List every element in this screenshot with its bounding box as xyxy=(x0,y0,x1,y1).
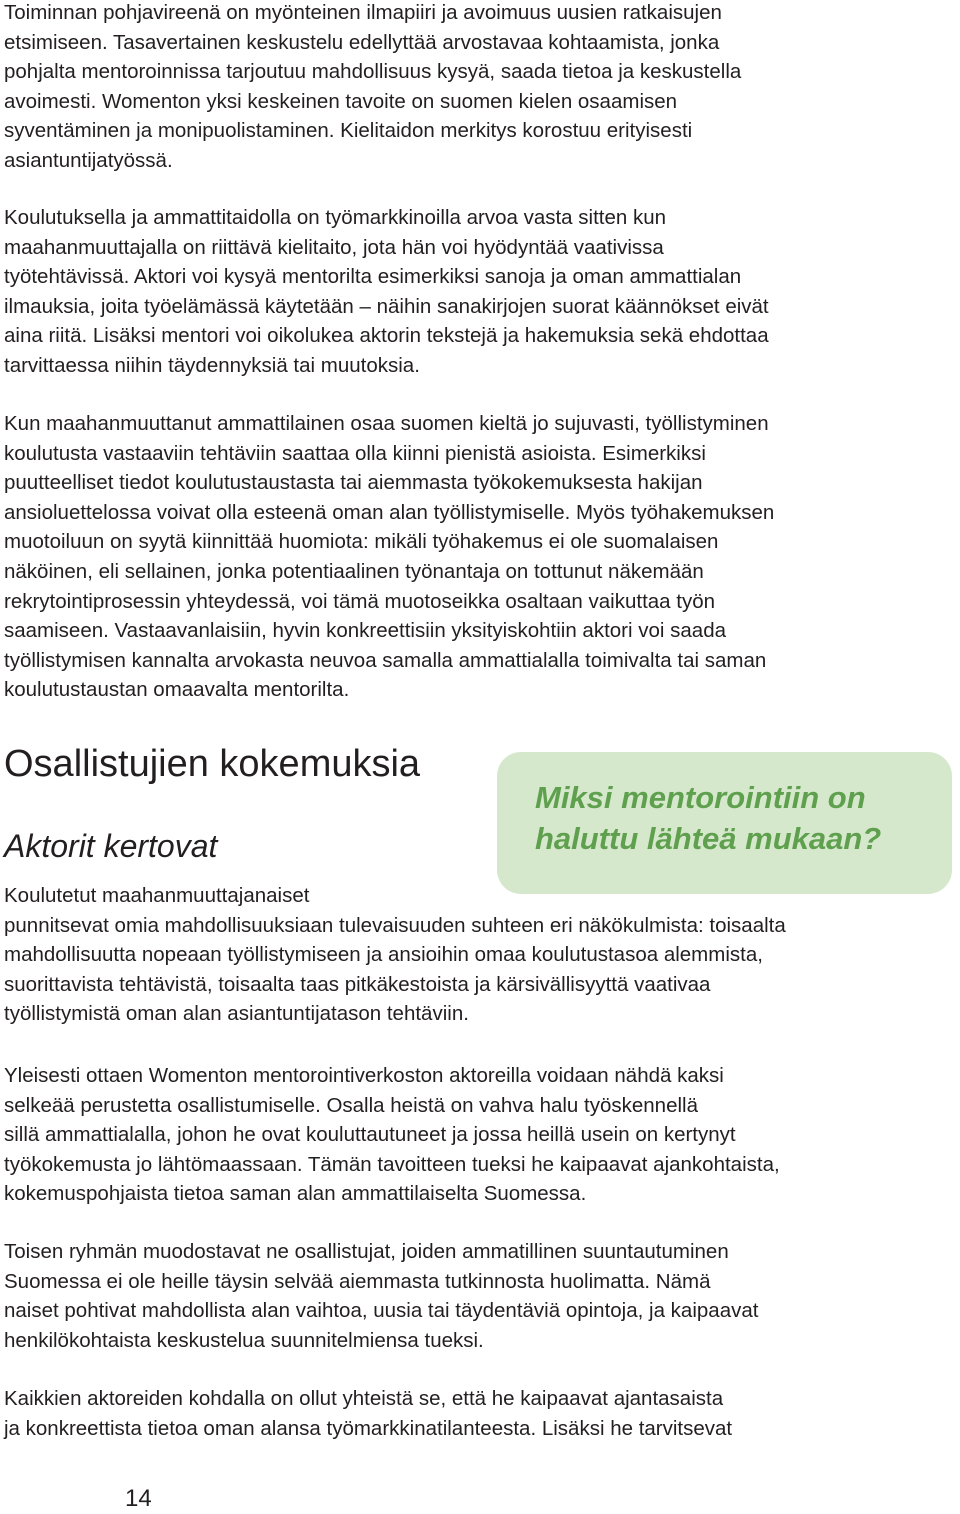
text-line: Koulutetut maahanmuuttajanaiset xyxy=(4,884,310,907)
text-line: suorittavista tehtävistä, toisaalta taas pitkäkestoista ja kärsivällisyyttä vaativaa xyxy=(4,972,711,996)
text-line: ja konkreettista tietoa oman alansa työmarkkinatilanteesta. Lisäksi he tarvitsevat xyxy=(4,1416,733,1440)
text-line: maahanmuuttajalla on riittävä kielitaito, jota hän voi hyödyntää vaativissa xyxy=(4,235,664,259)
text-line: rekrytointiprosessin yhteydessä, voi tämä muotoseikka osaltaan vaikuttaa työn xyxy=(4,589,716,613)
text-line: selkeää perustetta osallistumiselle. Osalla heistä on vahva halu työskennellä xyxy=(4,1093,698,1117)
text-line: sillä ammattialalla, johon he ovat kouluttautuneet ja jossa heillä usein on kertynyt xyxy=(4,1123,736,1147)
text-line: Toisen ryhmän muodostavat ne osallistujat, joiden ammatillinen suuntautuminen xyxy=(4,1240,729,1263)
text-line: naiset pohtivat mahdollista alan vaihtoa, uusia tai täydentäviä opintoja, ja kaipaavat xyxy=(4,1299,759,1323)
text-line: näköinen, eli sellainen, jonka potentiaalinen työnantaja on tottunut näkemään xyxy=(4,559,704,583)
text-line: etsimiseen. Tasavertainen keskustelu edellyttää arvostavaa kohtaamista, jonka xyxy=(4,30,720,54)
text-line: tarvittaessa niihin täydennyksiä tai muutoksia. xyxy=(4,353,420,377)
text-line: Kaikkien aktoreiden kohdalla on ollut yhteistä se, että he kaipaavat ajantasaista xyxy=(4,1387,724,1410)
text-line: puutteelliset tiedot koulutustaustasta tai aiemmasta työkokemuksesta hakijan xyxy=(4,471,703,495)
subheading: Aktorit kertovat xyxy=(4,828,218,864)
text-line: työllistymisen kannalta arvokasta neuvoa samalla ammattialalla toimivalta tai saman xyxy=(4,648,767,672)
text-line: ansioluettelossa voivat olla esteenä oman alan työllistymiselle. Myös työhakemuksen xyxy=(4,500,775,524)
text-line: Kun maahanmuuttanut ammattilainen osaa suomen kieltä jo sujuvasti, työllistyminen xyxy=(4,412,769,435)
text-line: pohjalta mentoroinnissa tarjoutuu mahdollisuus kysyä, saada tietoa ja keskustella xyxy=(4,60,742,84)
text-line: asiantuntijatyössä. xyxy=(4,148,173,172)
text-line: työkokemusta jo lähtömaassaan. Tämän tavoitteen tueksi he kaipaavat ajankohtaista, xyxy=(4,1152,780,1176)
text-line: avoimesti. Womenton yksi keskeinen tavoite on suomen kielen osaamisen xyxy=(4,89,678,113)
section-heading: Osallistujien kokemuksia xyxy=(4,743,421,785)
text-line: Koulutuksella ja ammattitaidolla on työmarkkinoilla arvoa vasta sitten kun xyxy=(4,206,667,229)
text-line: työtehtävissä. Aktori voi kysyä mentorilta esimerkiksi sanoja ja oman ammattialan xyxy=(4,265,742,289)
paragraph xyxy=(4,1237,758,1355)
text-line: syventäminen ja monipuolistaminen. Kielitaidon merkitys korostuu erityisesti xyxy=(4,119,693,143)
text-line: mahdollisuutta nopeaan työllistymiseen ja ansioihin omaa koulutustasoa alemmista, xyxy=(4,943,763,967)
text-line: Toiminnan pohjavireenä on myönteinen ilmapiiri ja avoimuus uusien ratkaisujen xyxy=(4,1,722,24)
paragraph xyxy=(4,1061,780,1209)
paragraph xyxy=(4,1384,732,1443)
callout-box xyxy=(497,752,952,894)
callout-line: haluttu lähteä mukaan? xyxy=(535,821,882,856)
callout-question xyxy=(535,777,932,859)
text-line: aina riitä. Lisäksi mentori voi oikolukea aktorin tekstejä ja hakemuksia sekä ehdottaa xyxy=(4,324,769,348)
text-line: henkilökohtaista keskustelua suunnitelmiensa tueksi. xyxy=(4,1328,484,1352)
text-line: koulutustaustan omaavalta mentorilta. xyxy=(4,678,350,702)
text-line: koulutusta vastaaviin tehtäviin saattaa olla kiinni pienistä asioista. Esimerkiksi xyxy=(4,441,706,465)
text-line: punnitsevat omia mahdollisuuksiaan tulevaisuuden suhteen eri näkökulmista: toisaalta xyxy=(4,913,786,937)
text-line: kokemuspohjaista tietoa saman alan ammattilaiselta Suomessa. xyxy=(4,1182,587,1206)
text-line: saamiseen. Vastaavanlaisiin, hyvin konkreettisiin yksityiskohtiin aktori voi saada xyxy=(4,619,727,643)
paragraph xyxy=(4,203,769,381)
page-number: 14 xyxy=(125,1485,152,1512)
text-line: Yleisesti ottaen Womenton mentorointiverkoston aktoreilla voidaan nähdä kaksi xyxy=(4,1064,724,1087)
text-line: muotoiluun on syytä kiinnittää huomiota: mikäli työhakemus ei ole suomalaisen xyxy=(4,530,719,554)
callout-line: Miksi mentorointiin on xyxy=(535,780,866,815)
text-line: työllistymistä oman alan asiantuntijatason tehtäviin. xyxy=(4,1002,469,1026)
text-line: ilmauksia, joita työelämässä käytetään – näihin sanakirjojen suorat käännökset eivät xyxy=(4,294,769,318)
text-line: Suomessa ei ole heille täysin selvää aiemmasta tutkinnosta huolimatta. Nämä xyxy=(4,1269,711,1293)
paragraph xyxy=(4,881,786,1029)
paragraph xyxy=(4,409,774,705)
paragraph xyxy=(4,0,741,176)
